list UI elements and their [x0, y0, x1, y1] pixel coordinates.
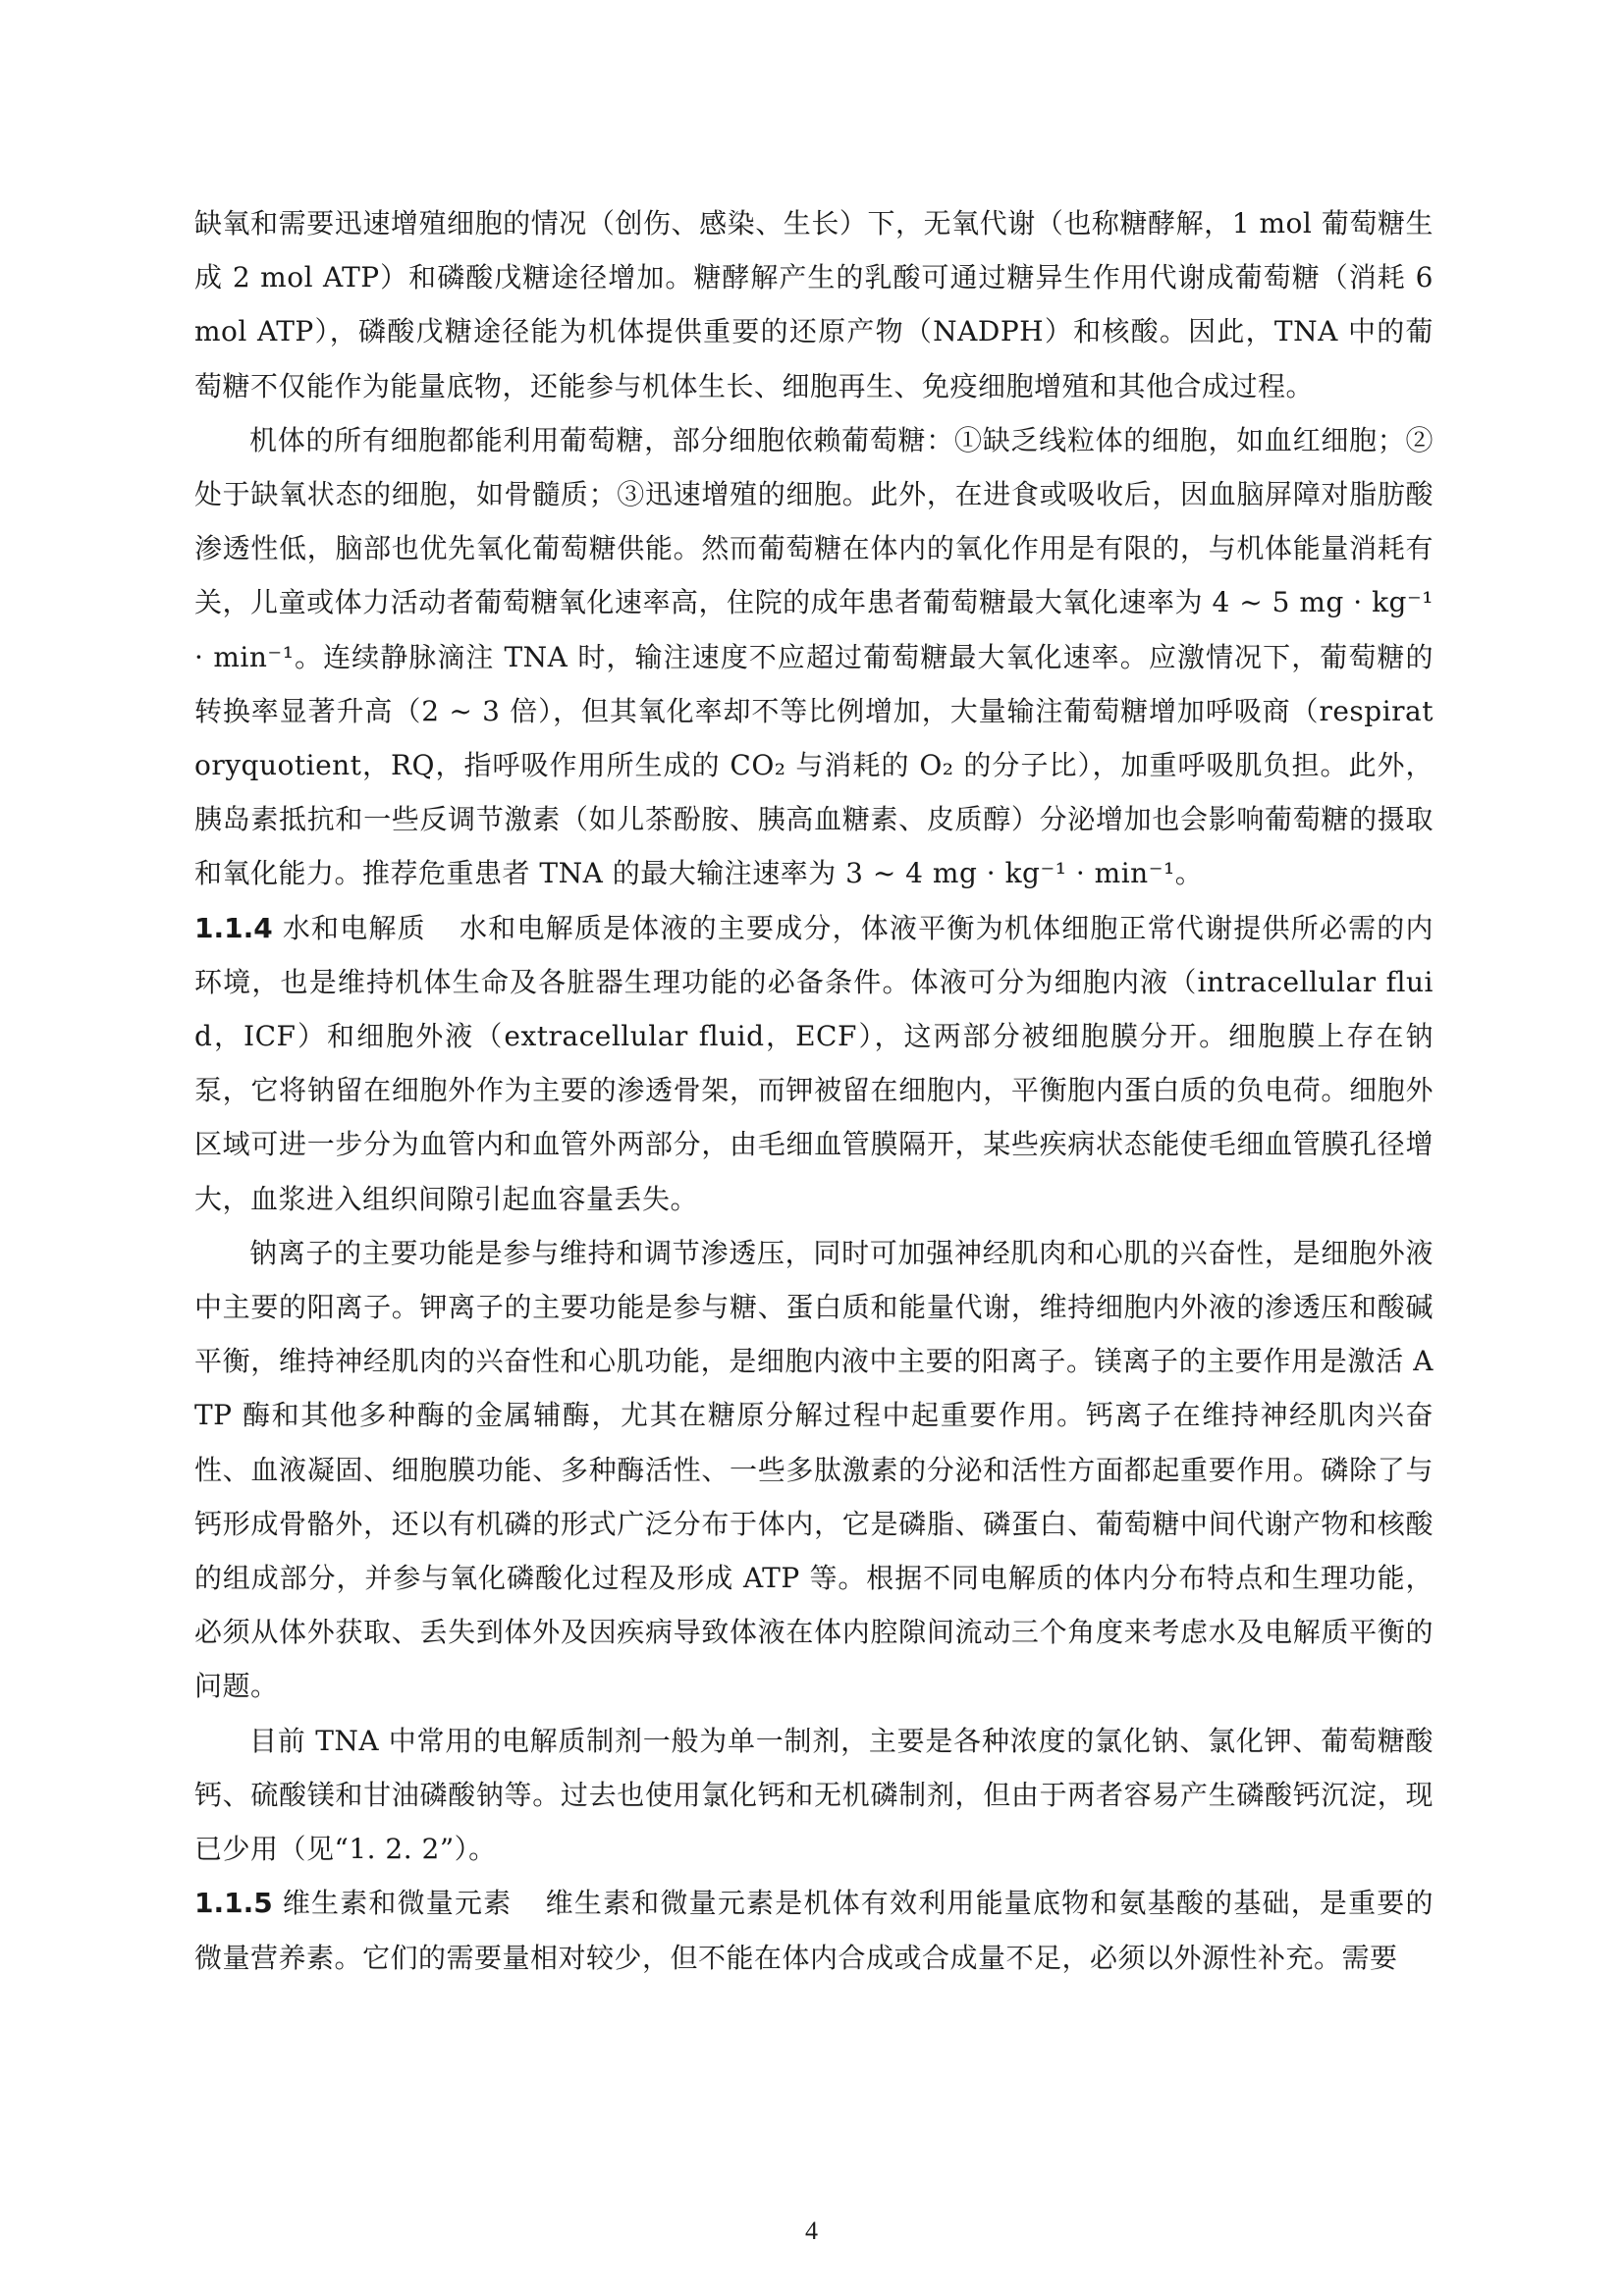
paragraph-glucose-utilization: 机体的所有细胞都能利用葡萄糖，部分细胞依赖葡萄糖：①缺乏线粒体的细胞，如血红细胞；②处于缺氧状态的细胞，如骨髓质；③迅速增殖的细胞。此外，在进食或吸收后，因血脑屏障对脂肪酸渗透性低，脑部也优先氧化葡萄糖供能。然而葡萄糖在体内的氧化作用是有限的，与机体能量消耗有关，儿童或体力活动者葡萄糖氧化速率高，住院的成年患者葡萄糖最大氧化速率为 4 ~ 5 mg · kg⁻¹ · min⁻¹。连续静脉滴注 TNA 时，输注速度不应超过葡萄糖最大氧化速率。应激情况下，葡萄糖的转换率显著升高（2 ~ 3 倍），但其氧化率却不等比例增加，大量输注葡萄糖增加呼吸商（respiratoryquotient，RQ，指呼吸作用所生成的 CO₂ 与消耗的 O₂ 的分子比），加重呼吸肌负担。此外，胰岛素抵抗和一些反调节激素（如儿茶酚胺、胰高血糖素、皮质醇）分泌增加也会影响葡萄糖的摄取和氧化能力。推荐危重患者 TNA 的最大输注速率为 3 ~ 4 mg · kg⁻¹ · min⁻¹。 — [194, 423, 1434, 890]
section-text: 维生素和微量元素是机体有效利用能量底物和氨基酸的基础，是重要的微量营养素。它们的需要量相对较少，但不能在体内合成或合成量不足，必须以外源性补充。需要 — [194, 1887, 1434, 1974]
page-number: 4 — [805, 2216, 818, 2245]
document-body — [194, 196, 1434, 1985]
section-number: 1.1.5 — [194, 1887, 273, 1920]
paragraph-electrolyte-preparations: 目前 TNA 中常用的电解质制剂一般为单一制剂，主要是各种浓度的氯化钠、氯化钾、葡萄糖酸钙、硫酸镁和甘油磷酸钠等。过去也使用氯化钙和无机磷制剂，但由于两者容易产生磷酸钙沉淀，现已少用（见“1. 2. 2”）。 — [194, 1724, 1434, 1866]
paragraph-glucose-metabolism: 缺氧和需要迅速增殖细胞的情况（创伤、感染、生长）下，无氧代谢（也称糖酵解，1 mol 葡萄糖生成 2 mol ATP）和磷酸戊糖途径增加。糖酵解产生的乳酸可通过糖异生作用代谢成葡萄糖（消耗 6 mol ATP），磷酸戊糖途径能为机体提供重要的还原产物（NADPH）和核酸。因此，TNA 中的葡萄糖不仅能作为能量底物，还能参与机体生长、细胞再生、免疫细胞增殖和其他合成过程。 — [194, 207, 1434, 402]
section-title: 水和电解质 — [282, 911, 426, 944]
section-title: 维生素和微量元素 — [282, 1887, 513, 1920]
section-number: 1.1.4 — [194, 911, 273, 944]
section-water-electrolytes — [194, 901, 1434, 1226]
section-vitamins-trace-elements — [194, 1876, 1434, 1984]
section-text: 水和电解质是体液的主要成分，体液平衡为机体细胞正常代谢提供所必需的内环境，也是维持机体生命及各脏器生理功能的必备条件。体液可分为细胞内液（intracellular fluid，ICF）和细胞外液（extracellular fluid，ECF），这两部分被细胞膜分开。细胞膜上存在钠泵，它将钠留在细胞外作为主要的渗透骨架，而钾被留在细胞内，平衡胞内蛋白质的负电荷。细胞外区域可进一步分为血管内和血管外两部分，由毛细血管膜隔开，某些疾病状态能使毛细血管膜孔径增大，血浆进入组织间隙引起血容量丢失。 — [194, 911, 1434, 1215]
paragraph-ion-functions: 钠离子的主要功能是参与维持和调节渗透压，同时可加强神经肌肉和心肌的兴奋性，是细胞外液中主要的阳离子。钾离子的主要功能是参与糖、蛋白质和能量代谢，维持细胞内外液的渗透压和酸碱平衡，维持神经肌肉的兴奋性和心肌功能，是细胞内液中主要的阳离子。镁离子的主要作用是激活 ATP 酶和其他多种酶的金属辅酶，尤其在糖原分解过程中起重要作用。钙离子在维持神经肌肉兴奋性、血液凝固、细胞膜功能、多种酶活性、一些多肽激素的分泌和活性方面都起重要作用。磷除了与钙形成骨骼外，还以有机磷的形式广泛分布于体内，它是磷脂、磷蛋白、葡萄糖中间代谢产物和核酸的组成部分，并参与氧化磷酸化过程及形成 ATP 等。根据不同电解质的体内分布特点和生理功能，必须从体外获取、丢失到体外及因疾病导致体液在体内腔隙间流动三个角度来考虑水及电解质平衡的问题。 — [194, 1236, 1434, 1703]
